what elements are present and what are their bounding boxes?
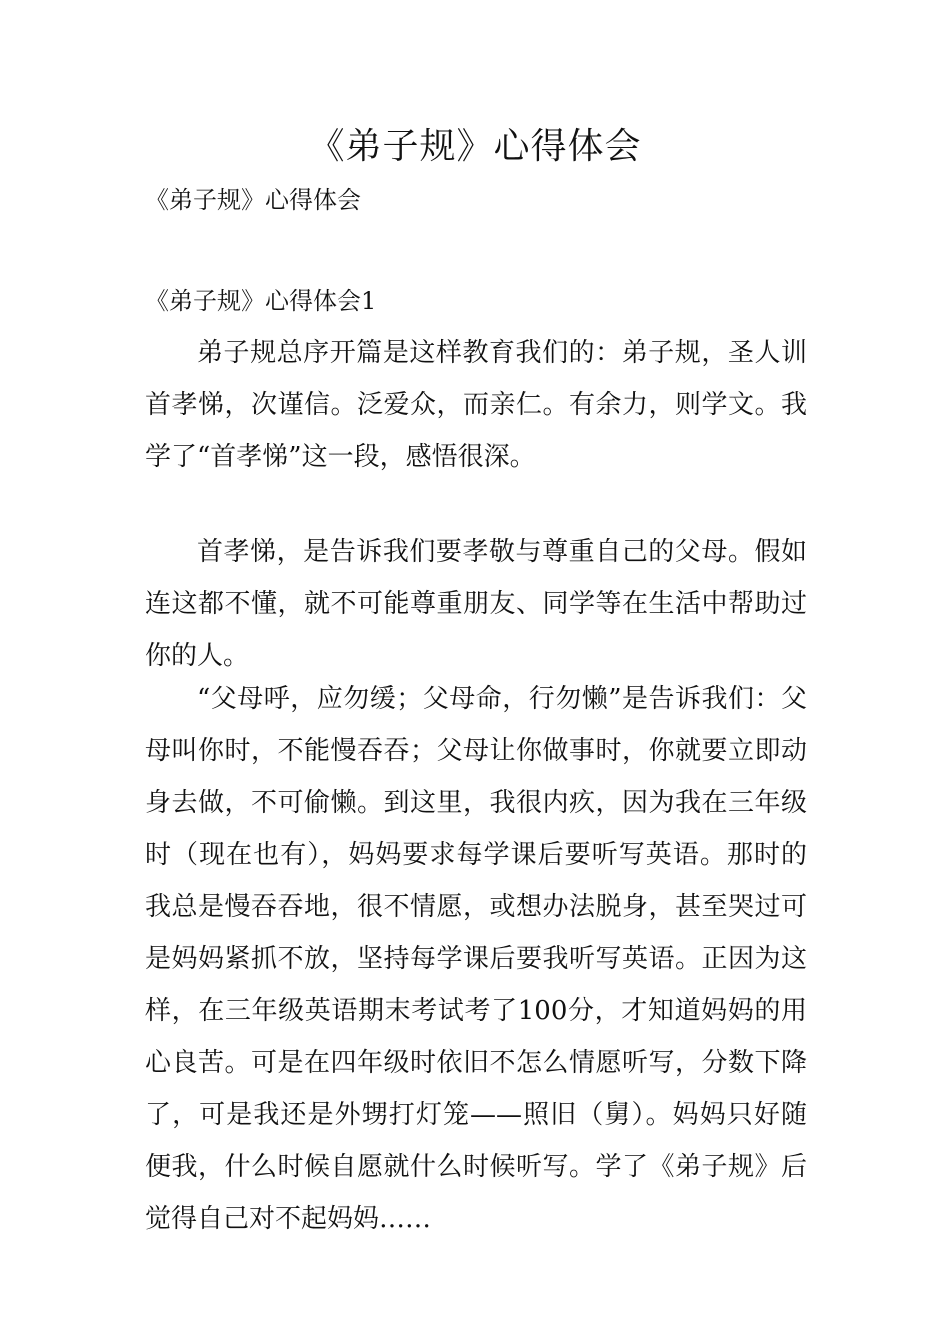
document-subtitle: 《弟子规》心得体会: [145, 186, 361, 214]
paragraph: “父母呼，应勿缓；父母命，行勿懒”是告诉我们：父母叫你时，不能慢吞吞；父母让你做事时，你就要立即动身去做，不可偷懒。到这里，我很内疚，因为我在三年级时（现在也有），妈妈要求每学课后要听写英语。那时的我总是慢吞吞地，很不情愿，或想办法脱身，甚至哭过可是妈妈紧抓不放，坚持每学课后要我听写英语。正因为这样，在三年级英语期末考试考了100分，才知道妈妈的用心良苦。可是在四年级时依旧不怎么情愿听写，分数下降了，可是我还是外甥打灯笼——照旧（舅）。妈妈只好随便我，什么时候自愿就什么时候听写。学了《弟子规》后觉得自己对不起妈妈……: [145, 684, 807, 1234]
paragraph: 弟子规总序开篇是这样教育我们的：弟子规，圣人训首孝悌，次谨信。泛爱众，而亲仁。有余力，则学文。我学了“首孝悌”这一段，感悟很深。: [145, 338, 807, 472]
paragraph: 首孝悌，是告诉我们要孝敬与尊重自己的父母。假如连这都不懂，就不可能尊重朋友、同学等在生活中帮助过你的人。: [145, 537, 807, 671]
section-heading: 《弟子规》心得体会1: [145, 287, 377, 315]
document-title: 《弟子规》心得体会: [308, 126, 642, 167]
